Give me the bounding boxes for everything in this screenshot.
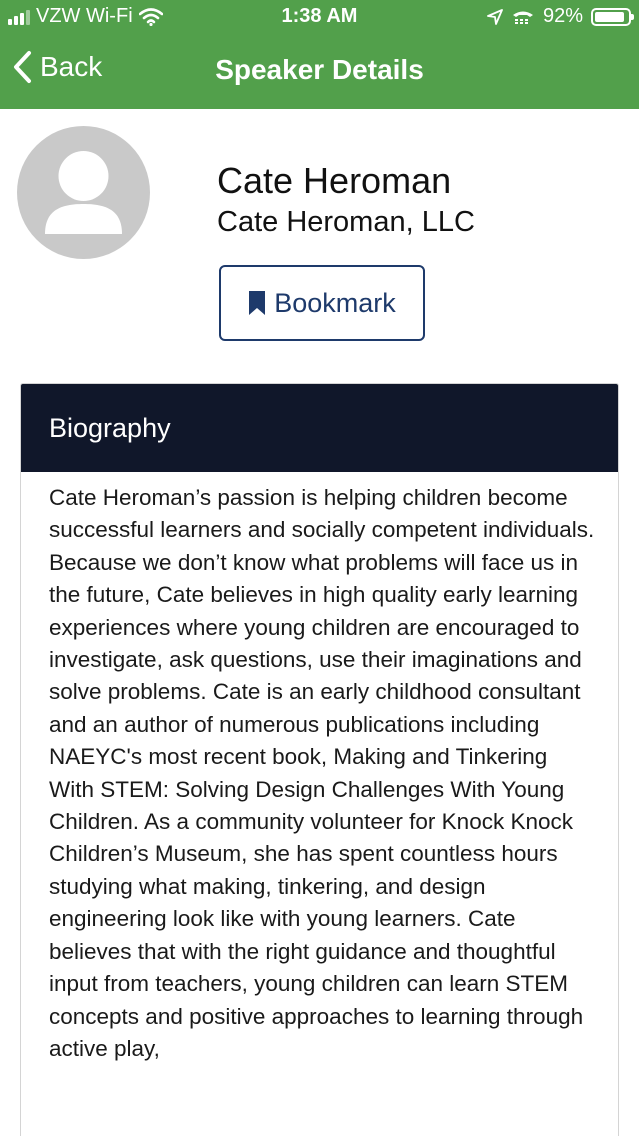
speaker-name: Cate Heroman [217,160,452,201]
status-time: 1:38 AM [281,5,358,27]
back-label: Back [40,51,103,82]
back-button[interactable] [12,50,102,84]
avatar [17,126,150,259]
battery-percent: 92% [542,5,583,27]
biography-text: Cate Heroman’s passion is helping children become successful learners and socially competent individuals. Because we don’t know what problems will face us in the future, Cate believes in high quality early learning experiences where young children are encouraged to investigate, ask questions, use their imaginations and solve problems. Cate is an early childhood consultant and an author of numerous publications including NAEYC's most recent book, Making and Tinkering With STEM: Solving Design Challenges With Young Children. As a community volunteer for Knock Knock Children’s Museum, she has spent countless hours studying what making, tinkering, and design engineering look like with young learners. Cate believes that with the right guidance and thoughtful input from teachers, young children can learn STEM concepts and positive approaches to learning through active play, [49,485,595,1061]
page-title: Speaker Details [215,54,424,85]
tty-icon [511,9,535,25]
carrier-label: VZW Wi-Fi [36,5,133,27]
location-arrow-icon [487,9,503,25]
status-bar-right [487,5,631,28]
bookmark-icon [248,290,266,316]
biography-card [20,383,619,1136]
bookmark-button[interactable] [219,265,425,341]
chevron-left-icon [12,50,32,84]
battery-icon [591,8,631,26]
biography-heading: Biography [21,384,618,472]
status-bar [0,0,639,34]
speaker-organization: Cate Heroman, LLC [217,206,475,238]
bookmark-label: Bookmark [274,287,396,318]
person-placeholder-icon [17,126,150,259]
navigation-bar [0,34,639,109]
